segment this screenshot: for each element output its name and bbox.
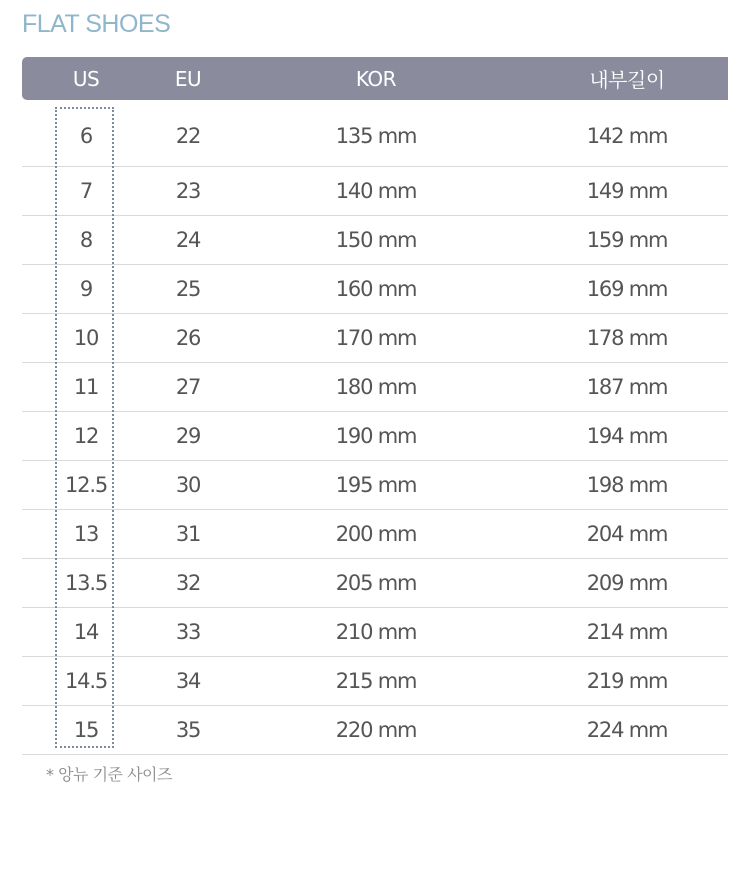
cell-inner-length: 142 mm xyxy=(526,100,728,167)
cell-us: 12.5 xyxy=(22,461,150,510)
table-row xyxy=(22,265,728,314)
size-chart-table xyxy=(22,57,728,755)
table-row xyxy=(22,510,728,559)
cell-eu: 23 xyxy=(150,167,226,216)
cell-eu: 25 xyxy=(150,265,226,314)
header-eu: EU xyxy=(174,66,202,91)
cell-kor: 215 mm xyxy=(226,657,526,706)
cell-eu: 34 xyxy=(150,657,226,706)
table-body xyxy=(22,100,728,755)
cell-inner-length: 194 mm xyxy=(526,412,728,461)
page-title: FLAT SHOES xyxy=(22,10,171,38)
cell-kor: 200 mm xyxy=(226,510,526,559)
cell-eu: 22 xyxy=(150,100,226,167)
table-row xyxy=(22,657,728,706)
table-row xyxy=(22,706,728,755)
table-header-row xyxy=(22,57,728,100)
cell-eu: 24 xyxy=(150,216,226,265)
table-row xyxy=(22,608,728,657)
cell-inner-length: 178 mm xyxy=(526,314,728,363)
cell-inner-length: 224 mm xyxy=(526,706,728,755)
header-us: US xyxy=(72,66,100,91)
cell-kor: 220 mm xyxy=(226,706,526,755)
cell-inner-length: 209 mm xyxy=(526,559,728,608)
cell-kor: 150 mm xyxy=(226,216,526,265)
cell-inner-length: 187 mm xyxy=(526,363,728,412)
table-row xyxy=(22,363,728,412)
cell-eu: 27 xyxy=(150,363,226,412)
cell-eu: 33 xyxy=(150,608,226,657)
table-row xyxy=(22,461,728,510)
cell-eu: 30 xyxy=(150,461,226,510)
header-inner-length: 내부길이 xyxy=(589,68,665,92)
footnote: * 앙뉴 기준 사이즈 xyxy=(46,765,172,784)
header-kor: KOR xyxy=(355,66,397,91)
cell-kor: 195 mm xyxy=(226,461,526,510)
cell-eu: 26 xyxy=(150,314,226,363)
cell-eu: 35 xyxy=(150,706,226,755)
cell-inner-length: 204 mm xyxy=(526,510,728,559)
cell-eu: 31 xyxy=(150,510,226,559)
cell-inner-length: 214 mm xyxy=(526,608,728,657)
cell-inner-length: 219 mm xyxy=(526,657,728,706)
cell-us: 15 xyxy=(22,706,150,755)
cell-us: 13.5 xyxy=(22,559,150,608)
table-row xyxy=(22,100,728,167)
cell-eu: 29 xyxy=(150,412,226,461)
cell-inner-length: 198 mm xyxy=(526,461,728,510)
cell-inner-length: 159 mm xyxy=(526,216,728,265)
table-row xyxy=(22,412,728,461)
cell-us: 6 xyxy=(22,100,150,167)
cell-kor: 210 mm xyxy=(226,608,526,657)
table-row xyxy=(22,216,728,265)
cell-us: 10 xyxy=(22,314,150,363)
table-row xyxy=(22,314,728,363)
cell-kor: 205 mm xyxy=(226,559,526,608)
cell-inner-length: 169 mm xyxy=(526,265,728,314)
table-row xyxy=(22,167,728,216)
cell-kor: 135 mm xyxy=(226,100,526,167)
cell-us: 14.5 xyxy=(22,657,150,706)
cell-kor: 170 mm xyxy=(226,314,526,363)
table-row xyxy=(22,559,728,608)
cell-us: 7 xyxy=(22,167,150,216)
cell-inner-length: 149 mm xyxy=(526,167,728,216)
cell-kor: 180 mm xyxy=(226,363,526,412)
cell-us: 14 xyxy=(22,608,150,657)
cell-us: 8 xyxy=(22,216,150,265)
cell-us: 9 xyxy=(22,265,150,314)
cell-us: 12 xyxy=(22,412,150,461)
cell-us: 11 xyxy=(22,363,150,412)
cell-us: 13 xyxy=(22,510,150,559)
cell-kor: 140 mm xyxy=(226,167,526,216)
cell-kor: 190 mm xyxy=(226,412,526,461)
cell-kor: 160 mm xyxy=(226,265,526,314)
cell-eu: 32 xyxy=(150,559,226,608)
